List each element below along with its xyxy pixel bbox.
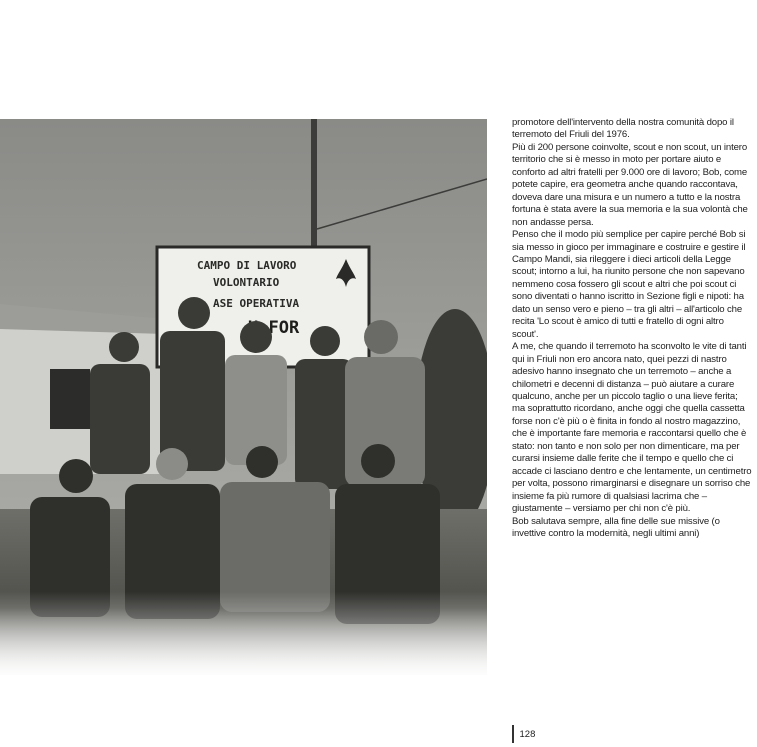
paragraph: A me, che quando il terremoto ha sconvolto le vite di tanti qui in Friuli non ero ancora nato, quei pezzi di nastro adesivo hanno insegnato che un terremoto – anche a chilometri e decenni di distanza – può aiutare a curare qualcuno, anche per un piccolo taglio o una lieve ferita; ma soprattutto ricordano, anche oggi che quella cassetta forse non c'è più o è finita in fondo al nostro magazzino, che è importante fare memoria e raccontarsi quello che è stato: non tanto e non solo per non dimenticare, ma per curarsi insieme dalle ferite che il tempo e quello che ci accade ci lasciano dentro e che lentamente, un centimetro per volta, possono rimarginarsi e disegnare un sorriso che insieme fa più rumore di qualsiasi lacrima che – giustamente – versiamo per chi non c'è più. [512, 341, 752, 515]
page-footer [512, 725, 535, 743]
body-text [512, 117, 752, 540]
paragraph: Penso che il modo più semplice per capire perché Bob si sia messo in gioco per immaginare e costruire e gestire il Campo Mandi, sia rileggere i dieci articoli della Legge scout; intorno a lui, ha riunito persone che non sapevano nemmeno cosa fossero gli scout e altri che poi scout ci sono diventati o hanno iscritto in Sezione figli e nipoti: ha dato un senso vero e pieno – tra gli altri – all'articolo che recita 'Lo scout è amico di tutti e fratello di ogni altro scout'. [512, 229, 746, 340]
paragraph: promotore dell'intervento della nostra comunità dopo il terremoto del Friuli del 1976. [512, 117, 734, 141]
page-number: 128 [519, 728, 536, 740]
paragraph: Bob salutava sempre, alla fine delle sue missive (o invettive contro la modernità, negli ultimi anni) [512, 515, 720, 539]
footer-divider [512, 725, 514, 743]
historical-group-photo [0, 119, 487, 675]
paragraph: Più di 200 persone coinvolte, scout e non scout, un intero territorio che si è messo in moto per portare aiuto e conforto ad altri fratelli per 9.000 ore di lavoro; Bob, come potete capire, era geometra anche quando raccontava, doveva dare una misura e un numero a tutto e la nostra fortuna è stata avere la sua memoria e la sua volontà che non andasse persa. [512, 141, 748, 228]
